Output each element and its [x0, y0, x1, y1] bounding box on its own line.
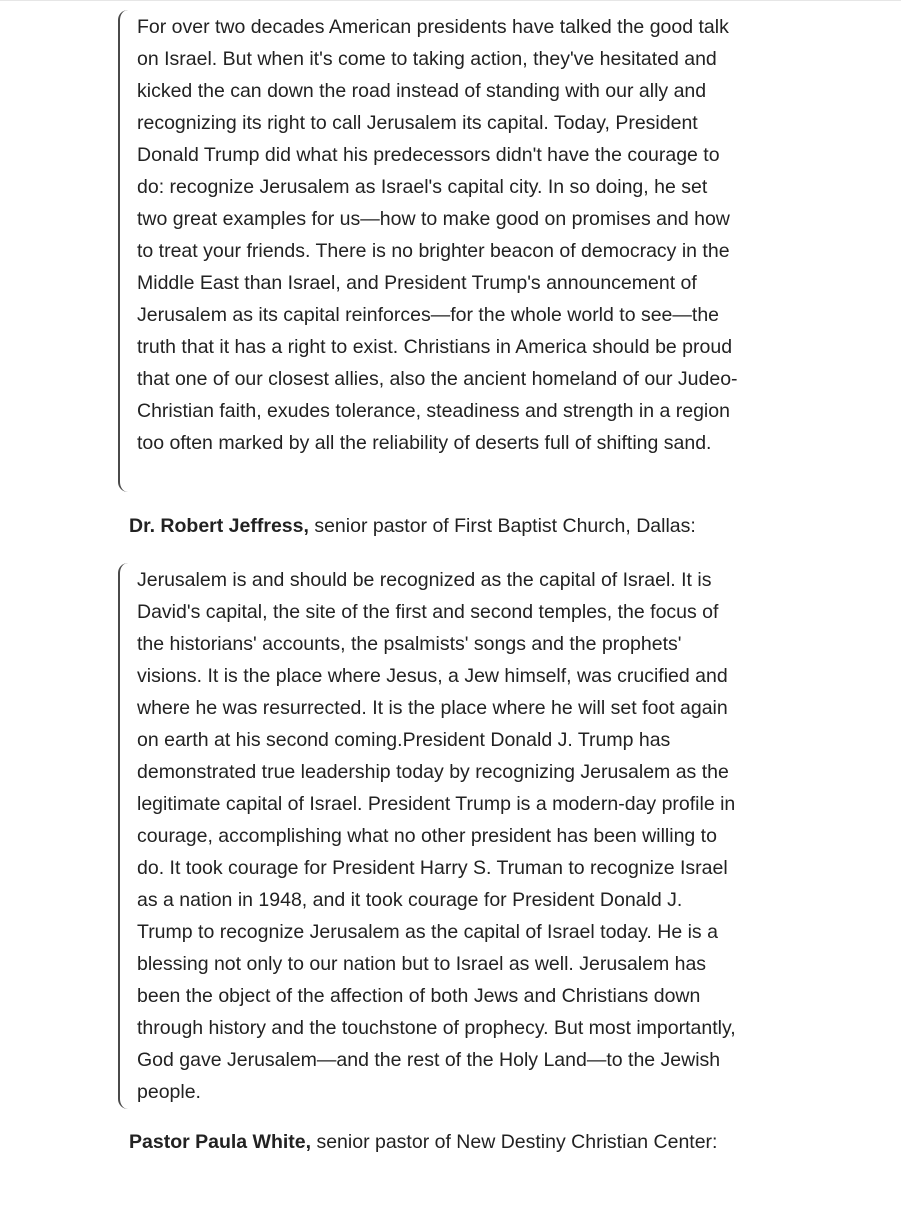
attribution-2: [129, 1126, 729, 1158]
attribution-1: [129, 510, 729, 542]
blockquote-1: [118, 10, 738, 492]
top-divider: [0, 0, 901, 1]
blockquote-2: [118, 563, 738, 1109]
speaker-role: senior pastor of First Baptist Church, Dallas:: [308, 515, 696, 537]
quote-text: For over two decades American presidents have talked the good talk on Israel. But when it's come to taking action, they've hesitated and kicked the can down the road instead of standing with our ally and recognizing its right to call Jerusalem its capital. Today, President Donald Trump did what his predecessors didn't have the courage to do: recognize Jerusalem as Israel's capital city. In so doing, he set two great examples for us—how to make good on promises and how to treat your friends. There is no brighter beacon of democracy in the Middle East than Israel, and President Trump's announcement of Jerusalem as its capital reinforces—for the whole world to see—the truth that it has a right to exist. Christians in America should be proud that one of our closest allies, also the ancient homeland of our Judeo-Christian faith, exudes tolerance, steadiness and strength in a region too often marked by all the reliability of deserts full of shifting sand.: [137, 16, 738, 454]
quote-text: Jerusalem is and should be recognized as the capital of Israel. It is David's capital, the site of the first and second temples, the focus of the historians' accounts, the psalmists' songs and the prophets' visions. It is the place where Jesus, a Jew himself, was crucified and where he was resurrected. It is the place where he will set foot again on earth at his second coming.President Donald J. Trump has demonstrated true leadership today by recognizing Jerusalem as the legitimate capital of Israel. President Trump is a modern-day profile in courage, accomplishing what no other president has been willing to do. It took courage for President Harry S. Truman to recognize Israel as a nation in 1948, and it took courage for President Donald J. Trump to recognize Jerusalem as the capital of Israel today. He is a blessing not only to our nation but to Israel as well. Jerusalem has been the object of the affection of both Jews and Christians down through history and the touchstone of prophecy. But most importantly, God gave Jerusalem—and the rest of the Holy Land—to the Jewish people.: [137, 569, 736, 1103]
speaker-name: Dr. Robert Jeffress,: [129, 515, 309, 537]
speaker-role: senior pastor of New Destiny Christian Center:: [311, 1131, 718, 1153]
speaker-name: Pastor Paula White,: [129, 1131, 312, 1153]
